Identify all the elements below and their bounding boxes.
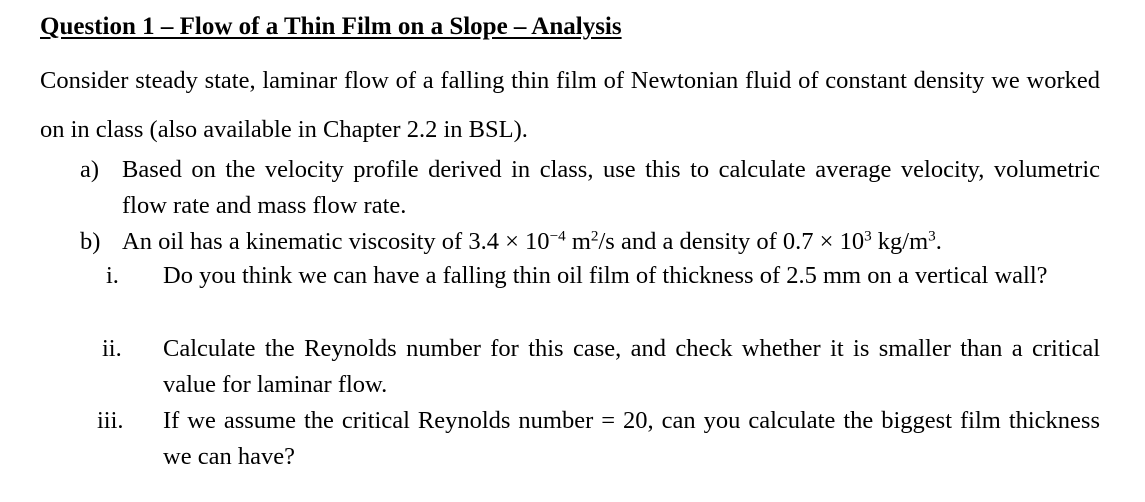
part-b-text-1: An oil has a kinematic viscosity of 3.4 × 10 (122, 228, 550, 255)
part-b-exp-1: −4 (549, 227, 566, 245)
part-b-marker: b) (80, 228, 101, 255)
part-b-text-3: /s and a density of 0.7 × 10 (598, 228, 865, 255)
subpart-i-marker: i. (106, 262, 119, 289)
part-b-text-5: . (935, 228, 942, 255)
part-b-text-2: m (565, 228, 591, 255)
part-b-exp-4: 3 (928, 227, 936, 245)
subpart-ii-text: Calculate the Reynolds number for this case, and check whether it is smaller than a critical value for laminar flow. (163, 335, 1100, 398)
question-title: Question 1 – Flow of a Thin Film on a Slope – Analysis (40, 13, 622, 40)
part-b-text (122, 224, 1100, 260)
part-b-text-4: kg/m (871, 228, 929, 255)
part-b-exp-3: 3 (864, 227, 872, 245)
part-a-marker: a) (80, 156, 100, 183)
subpart-iii-marker: iii. (97, 407, 124, 434)
subpart-ii-marker: ii. (102, 335, 122, 362)
part-a-text: Based on the velocity profile derived in class, use this to calculate average velocity, volumetric flow rate and mass flow rate. (122, 156, 1100, 219)
question-intro: Consider steady state, laminar flow of a falling thin film of Newtonian fluid of constant density we worked on in class (also available in Chapter 2.2 in BSL). (40, 67, 1100, 143)
subpart-iii-text: If we assume the critical Reynolds number = 20, can you calculate the biggest film thickness we can have? (163, 407, 1100, 470)
subpart-i-text: Do you think we can have a falling thin oil film of thickness of 2.5 mm on a vertical wall? (163, 262, 1048, 289)
part-b-exp-2: 2 (590, 227, 599, 245)
